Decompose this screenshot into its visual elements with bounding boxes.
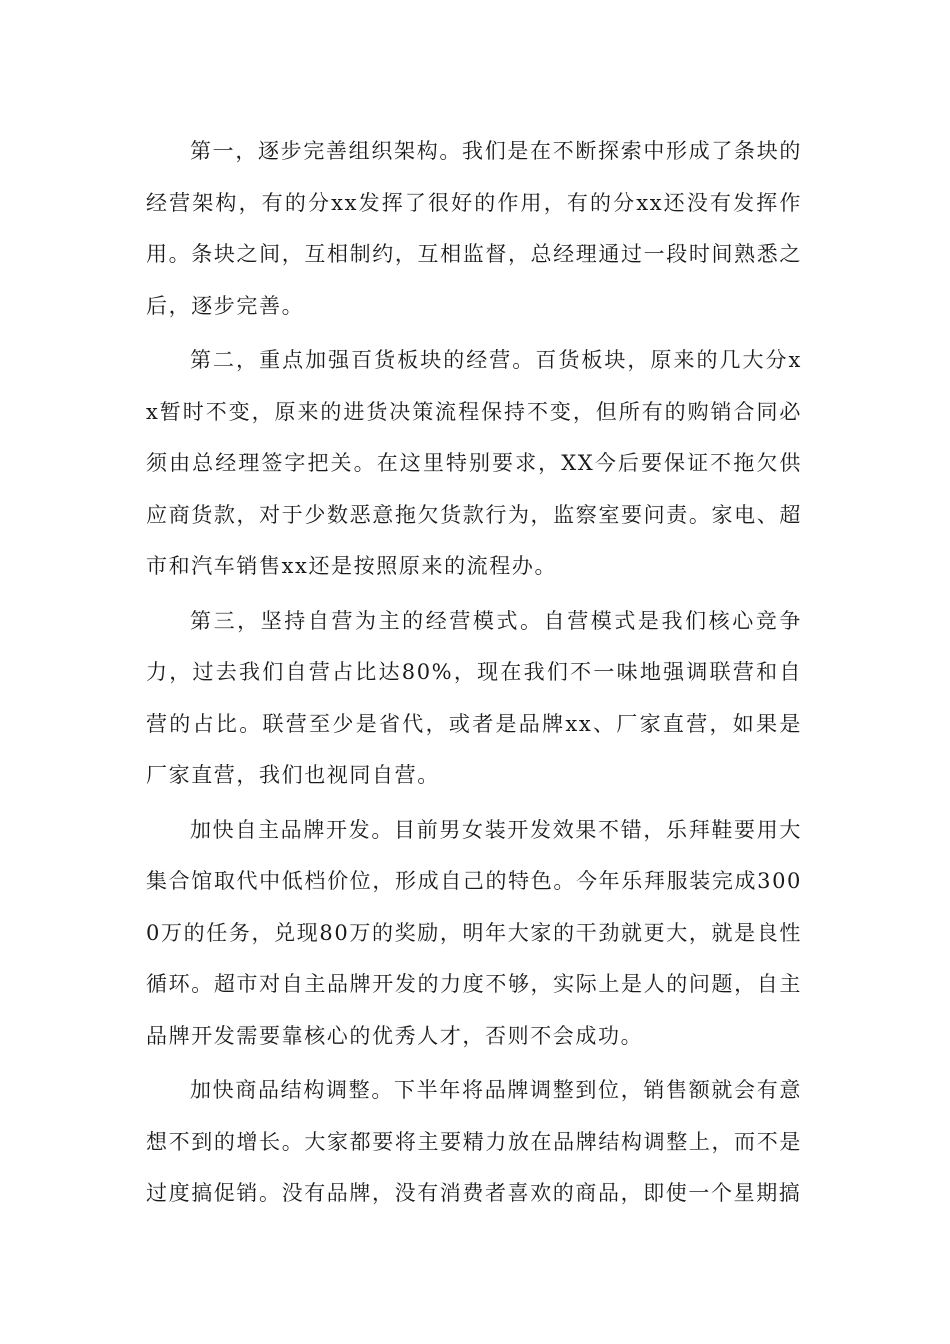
paragraph-department-store: 第二，重点加强百货板块的经营。百货板块，原来的几大分xx暂时不变，原来的进货决策流程保持不变，但所有的购销合同必须由总经理签字把关。在这里特别要求，XX今后要保证不拖欠供应商货款，对于少数恶意拖欠货款行为，监察室要问责。家电、超市和汽车销售xx还是按照原来的流程办。 [146,348,802,578]
document-body [146,126,802,1223]
paragraph-own-brand-development: 加快自主品牌开发。目前男女装开发效果不错，乐拜鞋要用大集合馆取代中低档价位，形成自己的特色。今年乐拜服装完成3000万的任务，兑现80万的奖励，明年大家的干劲就更大，就是良性循环。超市对自主品牌开发的力度不够，实际上是人的问题，自主品牌开发需要靠核心的优秀人才，否则不会成功。 [146,817,802,1048]
paragraph-organization-structure: 第一，逐步完善组织架构。我们是在不断探索中形成了条块的经营架构，有的分xx发挥了很好的作用，有的分xx还没有发挥作用。条块之间，互相制约，互相监督，总经理通过一段时间熟悉之后，逐步完善。 [146,139,802,318]
paragraph-self-operated-model: 第三，坚持自营为主的经营模式。自营模式是我们核心竞争力，过去我们自营占比达80%，现在我们不一味地强调联营和自营的占比。联营至少是省代，或者是品牌xx、厂家直营，如果是厂家直营，我们也视同自营。 [146,608,802,787]
paragraph-product-structure: 加快商品结构调整。下半年将品牌调整到位，销售额就会有意想不到的增长。大家都要将主要精力放在品牌结构调整上，而不是过度搞促销。没有品牌，没有消费者喜欢的商品，即使一个星期搞 [146,1078,802,1205]
